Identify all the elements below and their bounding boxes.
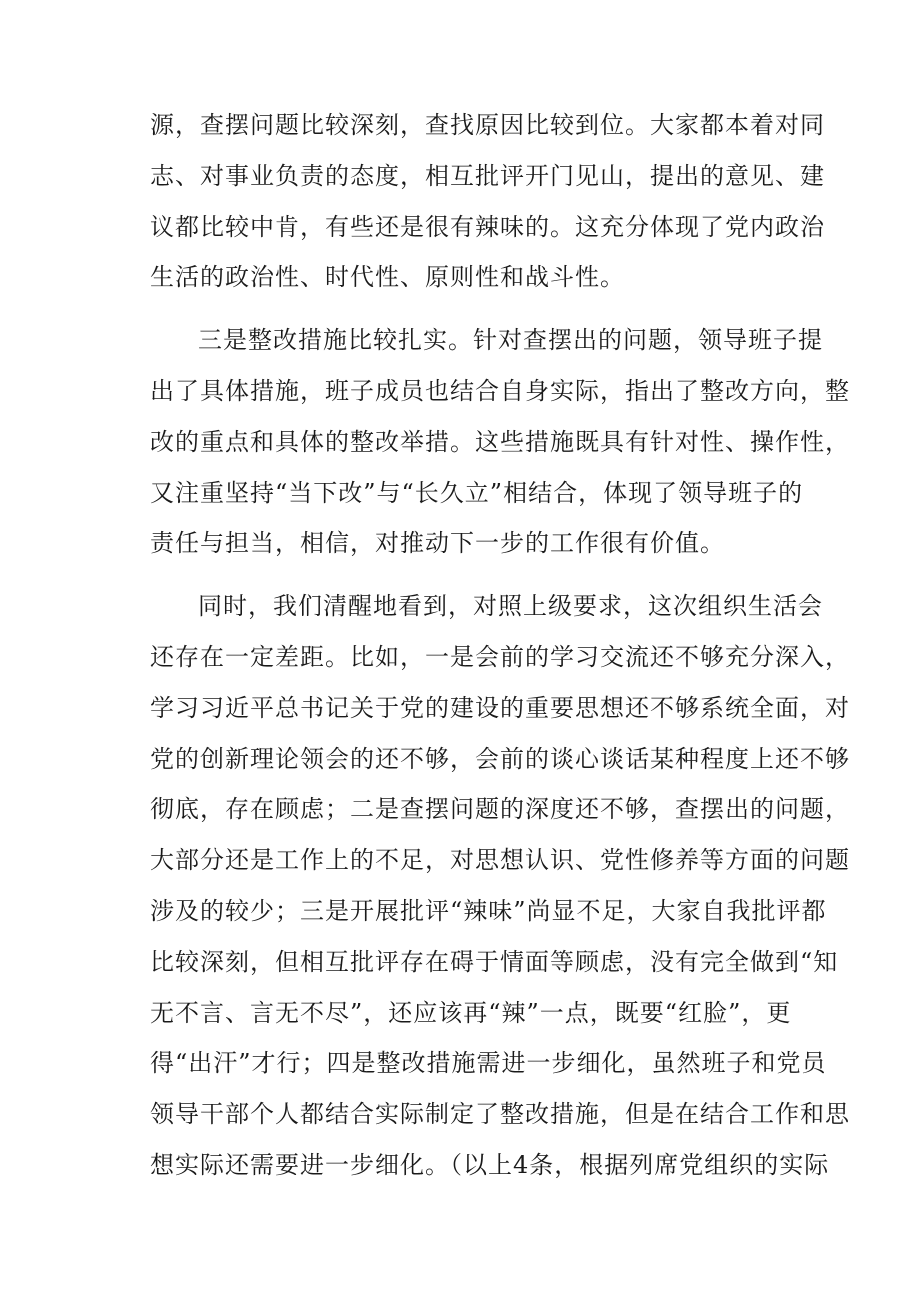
text-line: 生活的政治性、时代性、原则性和战斗性。 (150, 263, 625, 292)
text-line: 志、对事业负责的态度，相互批评开门见山，提出的意见、建 (150, 161, 825, 190)
paragraph (150, 581, 850, 1191)
text-line: 彻底，存在顾虑；二是查摆问题的深度还不够，查摆出的问题， (150, 795, 850, 824)
text-line: 源，查摆问题比较深刻，查找原因比较到位。大家都本着对同 (150, 111, 825, 139)
text-line: 议都比较中肯，有些还是很有辣味的。这充分体现了党内政治 (150, 212, 825, 241)
text-line: 比较深刻，但相互批评存在碍于情面等顾虑，没有完全做到“知 (150, 947, 839, 976)
text-line: 责任与担当，相信，对推动下一步的工作很有价值。 (150, 529, 725, 558)
text-line: 出了具体措施，班子成员也结合自身实际，指出了整改方向，整 (150, 376, 850, 405)
text-line: 党的创新理论领会的还不够，会前的谈心谈话某种程度上还不够 (150, 744, 850, 773)
text-line: 同时，我们清醒地看到，对照上级要求，这次组织生活会 (198, 592, 823, 621)
text-line: 又注重坚持“当下改”与“长久立”相结合，体现了领导班子的 (150, 478, 804, 507)
text-line: 想实际还需要进一步细化。（以上4条，根据列席党组织的实际 (150, 1150, 830, 1179)
document-body (150, 100, 850, 1203)
paragraph (150, 315, 850, 569)
text-line: 无不言、言无不尽”，还应该再“辣”一点，既要“红脸”，更 (150, 998, 792, 1027)
text-line: 领导干部个人都结合实际制定了整改措施，但是在结合工作和思 (150, 1100, 850, 1129)
paragraph (150, 100, 825, 303)
text-line: 涉及的较少；三是开展批评“辣味”尚显不足，大家自我批评都 (150, 896, 827, 925)
text-line: 学习习近平总书记关于党的建设的重要思想还不够系统全面，对 (150, 693, 850, 722)
text-line: 得“出汗”才行；四是整改措施需进一步细化，虽然班子和党员 (150, 1049, 827, 1078)
text-line: 大部分还是工作上的不足，对思想认识、党性修养等方面的问题 (150, 846, 850, 875)
text-line: 还存在一定差距。比如，一是会前的学习交流还不够充分深入， (150, 642, 850, 671)
text-line: 改的重点和具体的整改举措。这些措施既具有针对性、操作性， (150, 427, 850, 456)
text-line: 三是整改措施比较扎实。针对查摆出的问题，领导班子提 (198, 326, 823, 355)
